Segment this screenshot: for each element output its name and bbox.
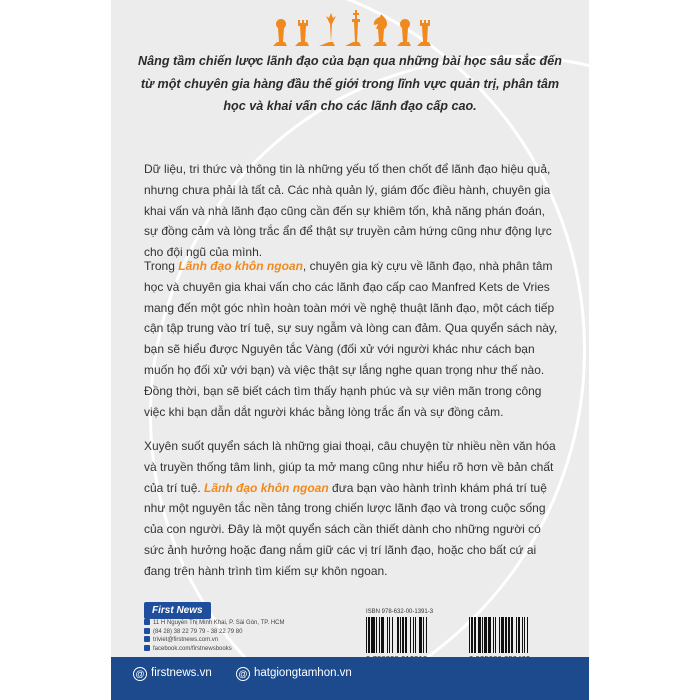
publisher-email: triviet@firstnews.com.vn (144, 636, 294, 645)
mail-icon (144, 636, 150, 642)
barcode-bars (366, 617, 454, 653)
book-title-highlight: Lãnh đạo khôn ngoan (204, 480, 329, 495)
isbn-label (469, 609, 557, 615)
facebook-icon (144, 645, 150, 651)
location-icon (144, 619, 150, 625)
price-barcode (469, 609, 557, 663)
description-paragraph: Xuyên suốt quyển sách là những giai thoại, câu chuyện từ nhiều nền văn hóa và truyền thống tâm linh, giúp ta mở mang cũng như hiểu rõ hơn về bản chất của trí tuệ. Lãnh đạo khôn ngoan đưa bạn vào hành trình khám phá trí tuệ như một nguyên tắc nền tảng trong chiến lược lãnh đạo và trong cuộc sống của con người. Đây là một quyển sách cần thiết dành cho những người có sức ảnh hưởng hoặc đang nắm giữ các vị trí lãnh đạo, hoặc cho bất cứ ai đang trên hành trình tìm kiếm sự khôn ngoan. (144, 439, 556, 578)
footer-website[interactable]: @ hatgiongtamhon.vn (236, 667, 352, 681)
publisher-address: 11 H Nguyễn Thị Minh Khai, P. Sài Gòn, TP. HCM (144, 619, 294, 628)
isbn-barcode (366, 609, 454, 663)
intro-tagline: Nâng tầm chiến lược lãnh đạo của bạn qua những bài học sâu sắc đến từ một chuyên gia hàng đầu thế giới trong lĩnh vực quản trị, phân tâm học và khai vấn cho các lãnh đạo cấp cao. (138, 54, 562, 113)
footer-website[interactable]: @ firstnews.vn (133, 667, 212, 681)
isbn-label: ISBN 978-632-00-1391-3 (366, 609, 434, 615)
footer-bar (111, 657, 589, 700)
at-icon: @ (236, 667, 250, 681)
publisher-facebook: facebook.com/firstnewsbooks (144, 645, 294, 654)
publisher-phone: (84 28) 38 22 79 79 - 38 22 79 80 (144, 628, 294, 637)
barcode-bars (469, 617, 557, 653)
publisher-info (144, 600, 294, 653)
chess-pieces-icon (267, 8, 437, 48)
description-paragraph: Dữ liệu, tri thức và thông tin là những yếu tố then chốt để lãnh đạo hiệu quả, nhưng chưa phải là tất cả. Các nhà quản lý, giám đốc điều hành, chuyên gia khai vấn và nhà lãnh đạo cũng cần đến sự khiêm tốn, khả năng phán đoán, sự đồng cảm và lòng trắc ẩn để thật sự truyền cảm hứng cũng như động lực cho đội ngũ của mình. (144, 162, 552, 260)
at-icon: @ (133, 667, 147, 681)
book-back-cover (111, 0, 589, 700)
publisher-logo: First News (144, 602, 211, 619)
book-title-highlight: Lãnh đạo khôn ngoan (178, 259, 303, 273)
description-paragraph: Trong Lãnh đạo khôn ngoan, chuyên gia kỳ cựu về lãnh đạo, nhà phân tâm học và chuyên gia khai vấn cho các lãnh đạo cấp cao Manfred Kets de Vries mang đến một góc nhìn hoàn toàn mới về nghệ thuật lãnh đạo, một cách tiếp cận tập trung vào trí tuệ, sự suy ngẫm và lòng can đảm. Qua quyển sách này, bạn sẽ hiểu được Nguyên tắc Vàng (đối xử với người khác như cách bạn muốn họ đối xử với bạn) và việc thật sự lắng nghe quan trọng như thế nào. Đồng thời, bạn sẽ biết cách tìm thấy hạnh phúc và sự viên mãn trong công việc khi bạn dẫn dắt người khác bằng lòng trắc ẩn và sự đồng cảm. (144, 259, 558, 419)
phone-icon (144, 628, 150, 634)
